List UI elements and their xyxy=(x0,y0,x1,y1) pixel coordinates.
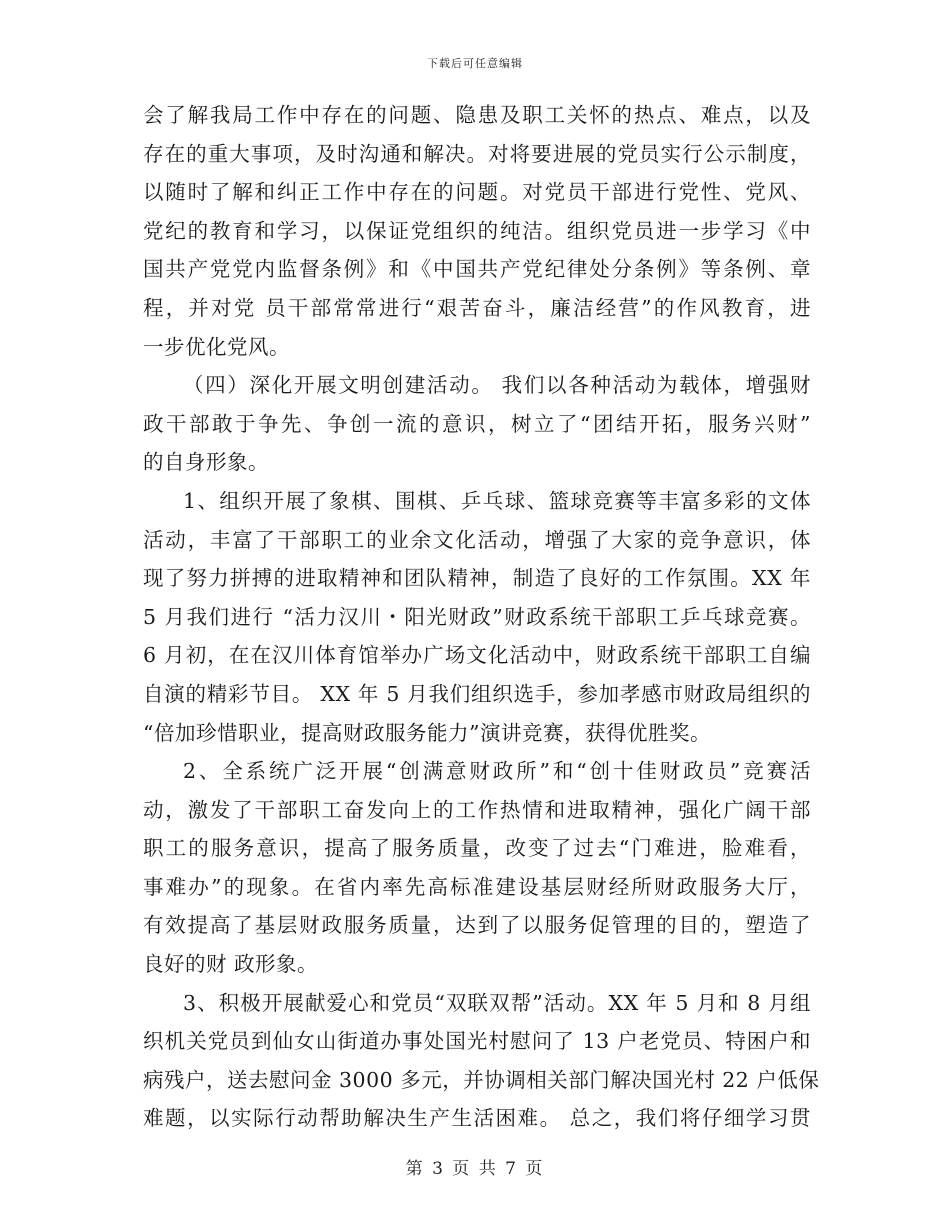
page-footer: 第 3 页 共 7 页 xyxy=(405,1159,545,1179)
text-line: 有效提高了基层财政服务质量，达到了以服务促管理的目的，塑造了 xyxy=(143,913,811,938)
text-line: 存在的重大事项，及时沟通和解决。对将要进展的党员实行公示制度， xyxy=(143,141,811,166)
text-line: 国共产党党内监督条例》和《中国共产党纪律处分条例》等条例、章 xyxy=(143,257,811,282)
text-line: 难题，以实际行动帮助解决生产生活困难。 总之，我们将仔细学习贯 xyxy=(143,1106,811,1131)
text-line: 的自身形象。 xyxy=(143,450,269,475)
text-line: 活动，丰富了干部职工的业余文化活动，增强了大家的竞争意识，体 xyxy=(143,527,811,552)
paragraph-heading: （四）深化开展文明创建活动。 我们以各种活动为载体，增强财 xyxy=(183,373,811,398)
text-line: 以随时了解和纠正工作中存在的问题。对党员干部进行党性、党风、 xyxy=(143,180,811,205)
text-line: 政干部敢于争先、争创一流的意识，树立了“团结开拓，服务兴财” xyxy=(143,411,811,436)
text-line: 一步优化党风。 xyxy=(143,334,290,359)
text-line: 3、积极开展献爱心和党员“双联双帮”活动。XX 年 5 月和 8 月组 xyxy=(183,990,811,1015)
text-line: 织机关党员到仙女山街道办事处国光村慰问了 13 户老党员、特困户和 xyxy=(143,1029,811,1054)
text-line: 病残户，送去慰问金 3000 多元，并协调相关部门解决国光村 22 户低保 xyxy=(143,1067,820,1092)
text-line: 党纪的教育和学习，以保证党组织的纯洁。组织党员进一步学习《中 xyxy=(143,218,811,243)
text-line: 5 月我们进行 “活力汉川・阳光财政”财政系统干部职工乒乓球竞赛。 xyxy=(143,604,811,629)
text-line: 事难办”的现象。在省内率先高标准建设基层财经所财政服务大厅， xyxy=(143,874,811,899)
text-line: 动，激发了干部职工奋发向上的工作热情和进取精神，强化广阔干部 xyxy=(143,797,811,822)
body-text xyxy=(143,96,820,1138)
text-line: 程，并对党 员干部常常进行“艰苦奋斗，廉洁经营”的作风教育，进 xyxy=(143,295,811,320)
text-line: 自演的精彩节目。 XX 年 5 月我们组织选手，参加孝感市财政局组织的 xyxy=(143,681,811,706)
text-line: 职工的服务意识，提高了服务质量，改变了过去“门难进，脸难看， xyxy=(143,836,811,861)
text-line: 6 月初，在在汉川体育馆举办广场文化活动中，财政系统干部职工自编 xyxy=(143,643,811,668)
text-line: 1、组织开展了象棋、围棋、乒乓球、篮球竞赛等丰富多彩的文体 xyxy=(183,488,811,513)
text-line: 现了努力拼搏的进取精神和团队精神，制造了良好的工作氛围。XX 年 xyxy=(143,566,811,591)
page-header: 下载后可任意编辑 xyxy=(427,57,523,70)
text-line: 会了解我局工作中存在的问题、隐患及职工关怀的热点、难点，以及 xyxy=(143,103,811,127)
text-line: 良好的财 政形象。 xyxy=(143,952,319,977)
text-line: “倍加珍惜职业，提高财政服务能力”演讲竞赛，获得优胜奖。 xyxy=(143,720,711,745)
text-line: 2、全系统广泛开展“创满意财政所”和“创十佳财政员”竞赛活 xyxy=(183,759,811,784)
